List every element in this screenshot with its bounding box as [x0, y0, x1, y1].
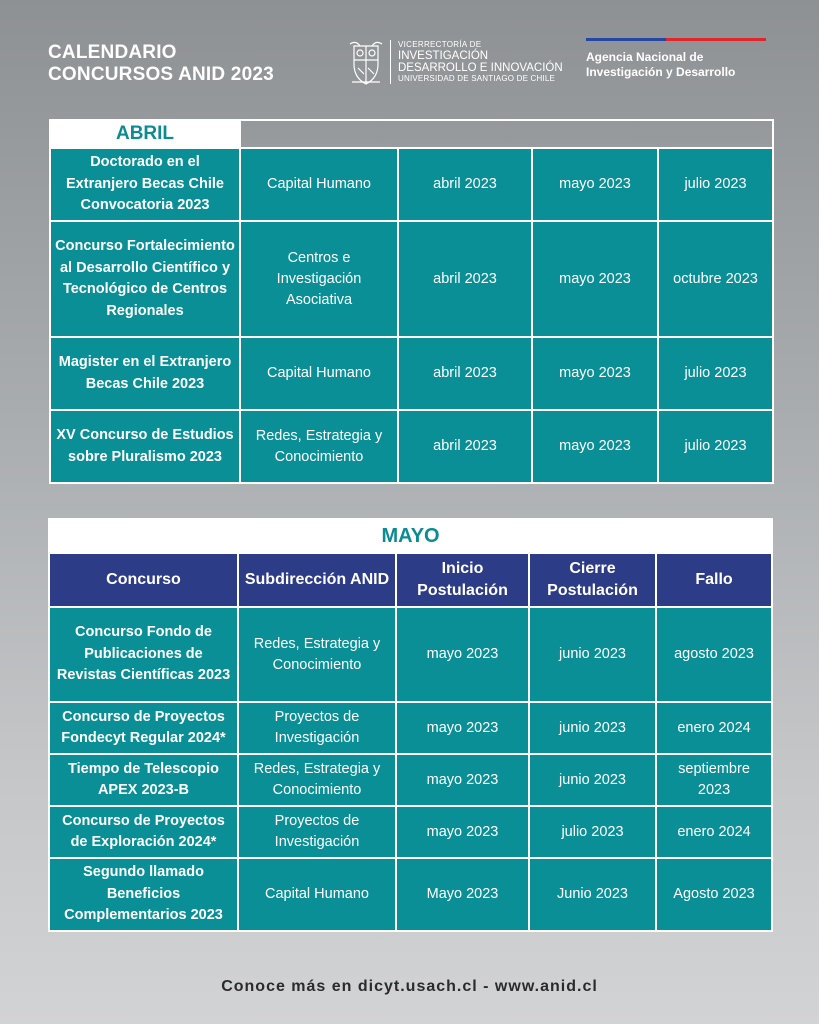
fallo-cell: enero 2024 [656, 806, 772, 858]
table-row [49, 702, 772, 754]
subdireccion-cell: Redes, Estrategia y Conocimiento [240, 410, 398, 483]
anid-line-2: Investigación y Desarrollo [586, 65, 736, 79]
cierre-cell: julio 2023 [529, 806, 656, 858]
table-row [49, 806, 772, 858]
subdireccion-cell: Proyectos de Investigación [238, 702, 396, 754]
header-inicio: Inicio Postulación [396, 553, 529, 607]
table-row [49, 754, 772, 806]
subdireccion-cell: Redes, Estrategia y Conocimiento [238, 607, 396, 702]
cierre-cell: mayo 2023 [532, 410, 658, 483]
month-label-abril: ABRIL [50, 120, 240, 148]
page-title [48, 42, 274, 86]
cierre-cell: mayo 2023 [532, 337, 658, 410]
fallo-cell: septiembre 2023 [656, 754, 772, 806]
fallo-cell: octubre 2023 [658, 221, 773, 337]
header [0, 0, 819, 110]
subdireccion-cell: Redes, Estrategia y Conocimiento [238, 754, 396, 806]
cierre-cell: junio 2023 [529, 754, 656, 806]
fallo-cell: enero 2024 [656, 702, 772, 754]
anid-line-1: Agencia Nacional de [586, 50, 704, 64]
usach-logo-text [398, 40, 563, 84]
inicio-cell: mayo 2023 [396, 607, 529, 702]
subdireccion-cell: Capital Humano [238, 858, 396, 931]
concurso-name: XV Concurso de Estudios sobre Pluralismo 2023 [50, 410, 240, 483]
table-row [49, 607, 772, 702]
header-concurso: Concurso [49, 553, 238, 607]
title-line-1: CALENDARIO [48, 42, 177, 63]
anid-name [586, 50, 766, 80]
inicio-cell: mayo 2023 [396, 754, 529, 806]
table-row [50, 410, 773, 483]
usach-line-2: INVESTIGACIÓN [398, 50, 489, 62]
concurso-name: Tiempo de Telescopio APEX 2023-B [49, 754, 238, 806]
header-subdireccion: Subdirección ANID [238, 553, 396, 607]
anid-bar-blue [586, 38, 666, 41]
header-fallo: Fallo [656, 553, 772, 607]
inicio-cell: abril 2023 [398, 148, 532, 221]
inicio-cell: mayo 2023 [396, 702, 529, 754]
fallo-cell: julio 2023 [658, 148, 773, 221]
table-row [49, 858, 772, 931]
cierre-cell: Junio 2023 [529, 858, 656, 931]
subdireccion-cell: Capital Humano [240, 337, 398, 410]
anid-logo [586, 38, 766, 80]
concurso-name: Magister en el Extranjero Becas Chile 2023 [50, 337, 240, 410]
logo-divider [390, 40, 391, 84]
cierre-cell: junio 2023 [529, 702, 656, 754]
title-line-2: CONCURSOS ANID 2023 [48, 64, 274, 85]
header-cierre: Cierre Postulación [529, 553, 656, 607]
mayo-month-row [49, 519, 772, 553]
fallo-cell: agosto 2023 [656, 607, 772, 702]
concurso-name: Concurso Fortalecimiento al Desarrollo Científico y Tecnológico de Centros Regionales [50, 221, 240, 337]
abril-table [49, 119, 774, 484]
subdireccion-cell: Capital Humano [240, 148, 398, 221]
concurso-name: Segundo llamado Beneficios Complementarios 2023 [49, 858, 238, 931]
table-row [50, 221, 773, 337]
concurso-name: Concurso de Proyectos de Exploración 2024* [49, 806, 238, 858]
concurso-name: Concurso de Proyectos Fondecyt Regular 2024* [49, 702, 238, 754]
inicio-cell: abril 2023 [398, 410, 532, 483]
subdireccion-cell: Centros e Investigación Asociativa [240, 221, 398, 337]
cierre-cell: mayo 2023 [532, 148, 658, 221]
table-header-row [49, 553, 772, 607]
footer-text: Conoce más en dicyt.usach.cl - www.anid.cl [221, 978, 598, 995]
fallo-cell: julio 2023 [658, 337, 773, 410]
inicio-cell: abril 2023 [398, 221, 532, 337]
usach-line-4: UNIVERSIDAD DE SANTIAGO DE CHILE [398, 74, 556, 83]
mayo-table [48, 518, 773, 932]
empty-header-space [240, 120, 773, 148]
cierre-cell: mayo 2023 [532, 221, 658, 337]
subdireccion-cell: Proyectos de Investigación [238, 806, 396, 858]
usach-line-3: DESARROLLO E INNOVACIÓN [398, 62, 563, 74]
anid-bar-red [666, 38, 766, 41]
anid-flag-bar [586, 38, 766, 41]
abril-month-row [50, 120, 773, 148]
cierre-cell: junio 2023 [529, 607, 656, 702]
table-row [50, 337, 773, 410]
month-label-mayo: MAYO [49, 519, 772, 553]
concurso-name: Doctorado en el Extranjero Becas Chile Convocatoria 2023 [50, 148, 240, 221]
fallo-cell: Agosto 2023 [656, 858, 772, 931]
concurso-name: Concurso Fondo de Publicaciones de Revistas Científicas 2023 [49, 607, 238, 702]
usach-crest-icon [348, 38, 384, 86]
table-row [50, 148, 773, 221]
inicio-cell: mayo 2023 [396, 806, 529, 858]
inicio-cell: abril 2023 [398, 337, 532, 410]
usach-line-1: VICERRECTORÍA DE [398, 40, 482, 49]
fallo-cell: julio 2023 [658, 410, 773, 483]
inicio-cell: Mayo 2023 [396, 858, 529, 931]
